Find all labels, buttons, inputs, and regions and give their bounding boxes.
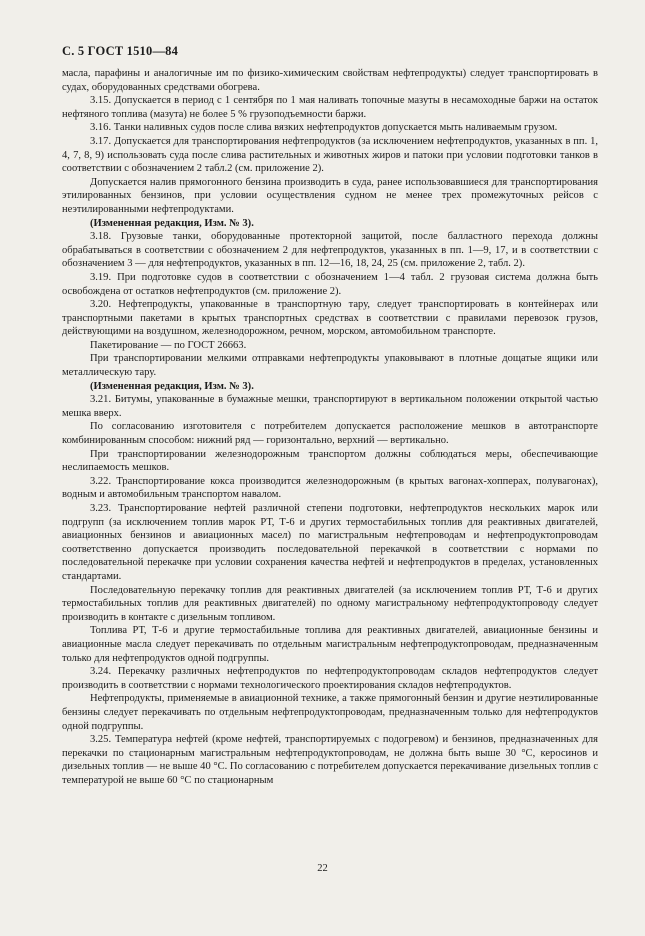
paragraph-3-25: 3.25. Температура нефтей (кроме нефтей, транспортируемых с подогревом) и бензинов, предназначенных для перекачки по стационарным магистральным нефтепродуктопроводам, не должна быть выше 30 °С, керосинов и дизельных топлив — не выше 40 °С. По согласованию с потребителем допускается перекачивание дизельных топлив с температурой не выше 60 °С по стационарным bbox=[62, 734, 598, 786]
paragraph-3-20-b: Пакетирование — по ГОСТ 26663. bbox=[90, 339, 247, 351]
paragraph-3-22: 3.22. Транспортирование кокса производится железнодорожным (в крытых вагонах-хопперах, полувагонах), водным и автомобильным транспортом навалом. bbox=[62, 475, 598, 501]
page-header: С. 5 ГОСТ 1510—84 bbox=[62, 44, 179, 58]
paragraph-3-24: 3.24. Перекачку различных нефтепродуктов по нефтепродуктопроводам складов нефтепродуктов следует производить в соответствии с нормами технологического проектирования складов нефтепродуктов. bbox=[62, 666, 598, 691]
paragraph-3-17-b: Допускается налив прямогонного бензина производить в суда, ранее использовавшиеся для транспортирования этилированных бензинов, при условии осуществления судном не менее трех промежуточных рейсов с неэтилированными нефтепродуктами. bbox=[62, 176, 598, 215]
paragraph-3-19: 3.19. При подготовке судов в соответствии с обозначением 1—4 табл. 2 грузовая система должна быть освобождена от остатков нефтепродуктов (см. приложение 2). bbox=[62, 271, 598, 297]
paragraph-3-23: 3.23. Транспортирование нефтей различной степени подготовки, нефтепродуктов нескольких марок или подгрупп (за исключением топлив марок РТ, Т-6 и других термостабильных топлив для реактивных двигателей, авиационных бензинов и авиационных масел) по магистральным нефтепроводам и нефтепродуктопроводам соответственно допускается производить последовательной перекачкой в соответствии с нормами по последовательной перекачке при условии сохранения качества нефтей и нефтепродуктов в пределах, установленных стандартами. bbox=[62, 503, 598, 582]
paragraph-3-20-c: При транспортировании мелкими отправками нефтепродукты упаковывают в плотные дощатые ящики или металлическую тару. bbox=[62, 353, 598, 379]
paragraph-3-24-b: Нефтепродукты, применяемые в авиационной технике, а также прямогонный бензин и другие неэтилированные бензины следует перекачивать по отдельным нефтепродуктопроводам, предназначенным только для нефтепродуктов одной подгруппы. bbox=[62, 693, 598, 732]
paragraph-3-20: 3.20. Нефтепродукты, упакованные в транспортную тару, следует транспортировать в контейнерах или транспортными пакетами в крытых транспортных средствах в соответствии с правилами перевозок грузов, действующими на воздушном, железнодорожном, речном, морском, автомобильном транспорте. bbox=[62, 299, 598, 338]
page-number: 22 bbox=[317, 863, 328, 874]
paragraph-3-23-c: Топлива РТ, Т-6 и другие термостабильные топлива для реактивных двигателей, авиационные бензины и авиационные масла следует перекачивать по отдельным магистральным нефтепродуктопроводам, предназначенным только для нефтепродуктов одной подгруппы. bbox=[62, 625, 598, 664]
paragraph-3-23-b: Последовательную перекачку топлив для реактивных двигателей (за исключением топлив РТ, Т-6 и других термостабильных топлив для реактивных двигателей) по одному магистральному нефтепродуктопроводу следует производить в контакте с дизельным топливом. bbox=[62, 584, 598, 623]
paragraph-3-18: 3.18. Грузовые танки, оборудованные протекторной защитой, после балластного перехода должны обрабатываться в соответствии с обозначением 2 для нефтепродуктов, указанных в пп. 1—9, 17, и в соответствии с обозначением 3 — для нефтепродуктов, указанных в пп. 12—16, 18, 24, 25 (см. приложение 2, табл. 2). bbox=[62, 231, 598, 270]
paragraph-3-21-b: По согласованию изготовителя с потребителем допускается расположение мешков в автотранспорте комбинированным способом: нижний ряд — горизонтально, верхний — вертикально. bbox=[62, 421, 598, 447]
amendment-note: (Измененная редакция, Изм. № 3). bbox=[90, 217, 254, 229]
paragraph-continuation: масла, парафины и аналогичные им по физико-химическим свойствам нефтепродукты) следует транспортировать в судах, оборудованных средствами обогрева. bbox=[62, 68, 598, 93]
paragraph-3-21: 3.21. Битумы, упакованные в бумажные мешки, транспортируют в вертикальном положении открытой частью мешка вверх. bbox=[62, 394, 598, 419]
paragraph-3-21-c: При транспортировании железнодорожным транспортом должны соблюдаться меры, обеспечивающие неслипаемость мешков. bbox=[62, 448, 598, 474]
paragraph-3-15: 3.15. Допускается в период с 1 сентября по 1 мая наливать топочные мазуты в несамоходные баржи на остаток нефтяного топлива (мазута) не более 5 % грузоподъемности баржи. bbox=[62, 95, 598, 120]
paragraph-3-17: 3.17. Допускается для транспортирования нефтепродуктов (за исключением нефтепродуктов, указанных в пп. 1, 4, 7, 8, 9) использовать суда после слива растительных и животных жиров и патоки при условии подготовки танков в соответствии с обозначением 2 табл.2 (см. приложение 2). bbox=[62, 135, 598, 175]
body-text bbox=[62, 67, 598, 787]
paragraph-3-16: 3.16. Танки наливных судов после слива вязких нефтепродуктов допускается мыть наливаемым грузом. bbox=[90, 122, 558, 134]
amendment-note: (Измененная редакция, Изм. № 3). bbox=[90, 380, 254, 392]
